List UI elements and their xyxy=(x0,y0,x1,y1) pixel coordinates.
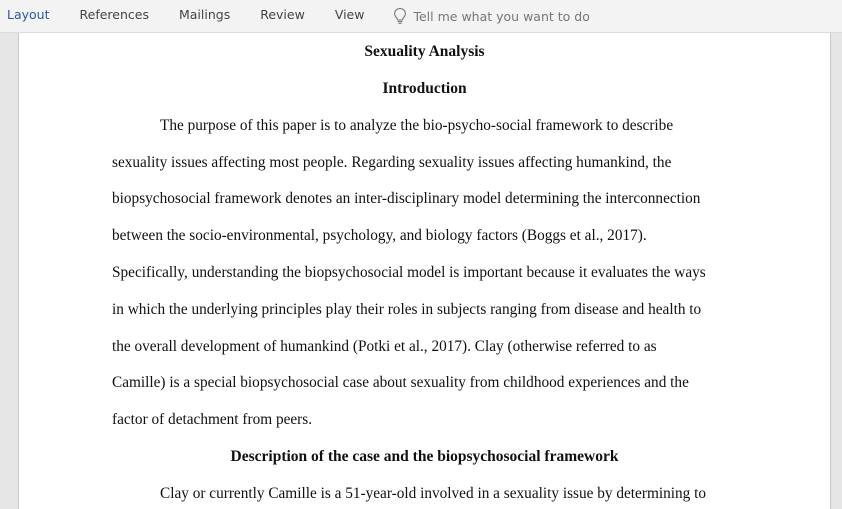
canvas-right-margin xyxy=(831,33,842,509)
paragraph-line: The purpose of this paper is to analyze the bio-psycho-social framework to describe xyxy=(160,117,674,134)
tab-review[interactable]: Review xyxy=(260,7,305,22)
tell-me-label: Tell me what you want to do xyxy=(413,8,590,24)
tab-references[interactable]: References xyxy=(79,7,149,22)
paragraph-line: biopsychosocial framework denotes an inter-disciplinary model determining the interconnection xyxy=(112,190,701,207)
tab-layout[interactable]: Layout xyxy=(7,7,50,22)
paragraph-line: Camille) is a special biopsychosocial case about sexuality from childhood experiences and the xyxy=(112,374,689,391)
heading-description: Description of the case and the biopsychosocial framework xyxy=(230,448,619,465)
paragraph-line: Clay or currently Camille is a 51-year-old involved in a sexuality issue by determining to xyxy=(160,485,707,502)
tab-mailings[interactable]: Mailings xyxy=(178,7,231,22)
document-page[interactable] xyxy=(18,33,831,509)
heading-introduction: Introduction xyxy=(382,80,467,97)
tab-view[interactable]: View xyxy=(334,7,365,22)
tell-me-search[interactable] xyxy=(379,0,589,32)
paragraph-line: sexuality issues affecting most people. Regarding sexuality issues affecting humankind, the xyxy=(112,154,672,171)
canvas-left-margin xyxy=(0,33,18,509)
paragraph-line: between the socio-environmental, psychology, and biology factors (Boggs et al., 2017). xyxy=(112,227,647,244)
ribbon-tab-bar xyxy=(0,0,842,33)
paragraph-line: in which the underlying principles play their roles in subjects ranging from disease and health to xyxy=(112,301,702,318)
paragraph-line: factor of detachment from peers. xyxy=(112,411,313,428)
document-title: Sexuality Analysis xyxy=(364,43,485,60)
paragraph-line: the overall development of humankind (Potki et al., 2017). Clay (otherwise referred to as xyxy=(112,338,657,355)
paragraph-line: Specifically, understanding the biopsychosocial model is important because it evaluates the ways xyxy=(112,264,706,281)
lightbulb-icon xyxy=(392,7,408,25)
